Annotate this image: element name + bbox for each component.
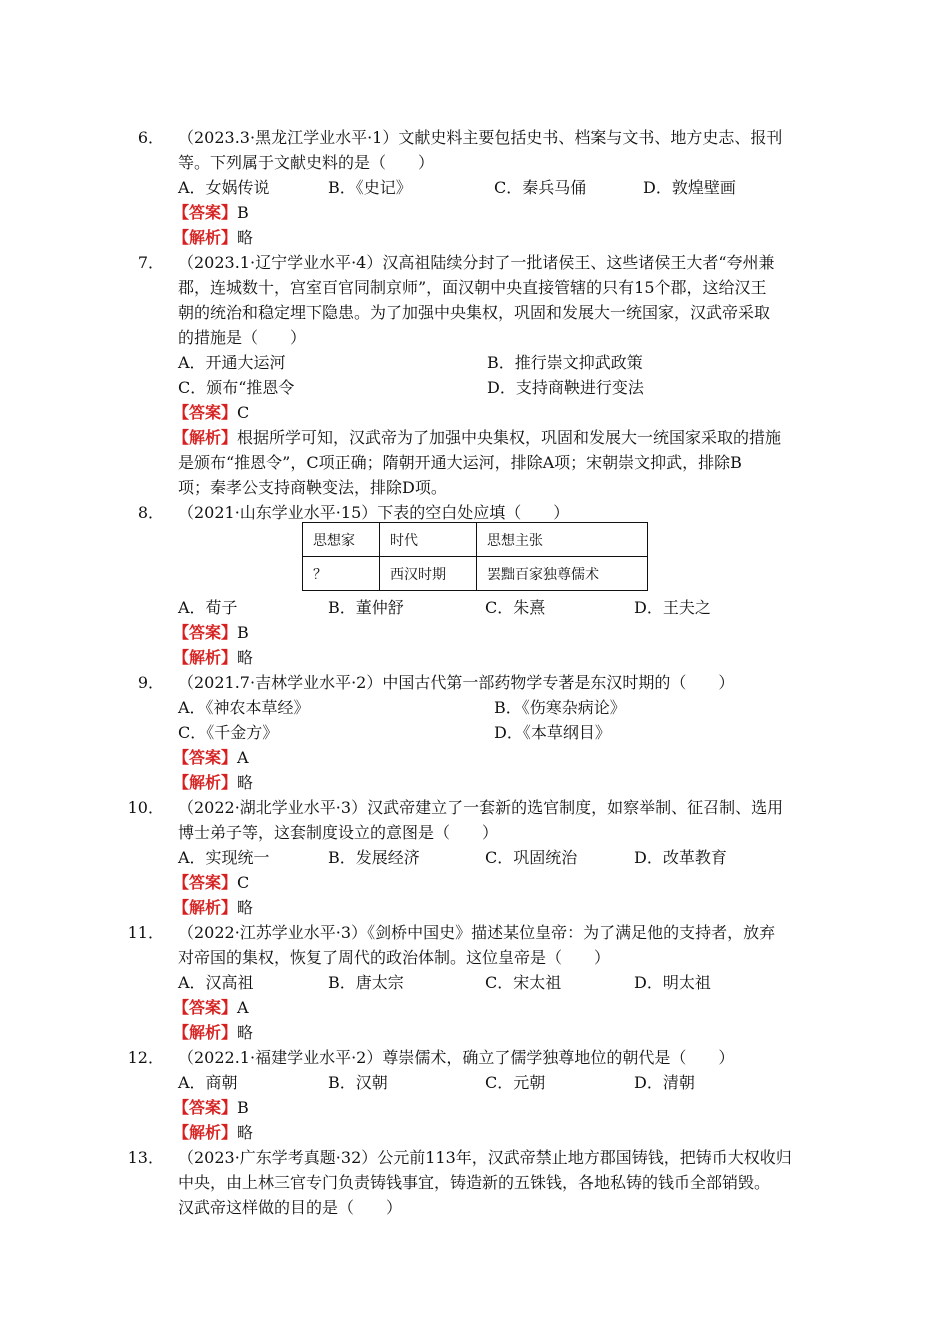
table-row bbox=[303, 557, 648, 591]
question-number: 11． bbox=[127, 923, 164, 942]
question-number: 9． bbox=[137, 673, 164, 692]
question-number: 8． bbox=[137, 503, 164, 522]
option-c: C．元朝 bbox=[485, 1073, 546, 1092]
question-text: 中央，由上林三官专门负责铸钱事宜，铸造新的五铢钱，各地私铸的钱币全部销毁。 bbox=[178, 1173, 771, 1192]
analysis-text: 略 bbox=[237, 898, 254, 917]
question-text: （2022·江苏学业水平·3）《剑桥中国史》描述某位皇帝：为了满足他的支持者，放弃 bbox=[178, 923, 776, 942]
analysis-text: 根据所学可知，汉武帝为了加强中央集权，巩固和发展大一统国家采取的措施 bbox=[237, 428, 782, 447]
question-text: 的措施是（ ） bbox=[178, 328, 307, 347]
question-number: 7． bbox=[137, 253, 164, 272]
option-b: B．董仲舒 bbox=[328, 598, 404, 617]
option-d: D．《本草纲目》 bbox=[494, 723, 611, 742]
table-cell: 时代 bbox=[380, 523, 477, 557]
question-text: （2023·广东学考真题·32）公元前113年，汉武帝禁止地方郡国铸钱，把铸币大权收归 bbox=[178, 1148, 792, 1167]
table-header-row bbox=[303, 523, 648, 557]
question-text: （2021·山东学业水平·15）下表的空白处应填（ ） bbox=[178, 503, 570, 522]
answer-label: 【答案】 bbox=[173, 998, 238, 1017]
question-text: 汉武帝这样做的目的是（ ） bbox=[178, 1198, 403, 1217]
option-a: A．开通大运河 bbox=[178, 353, 286, 372]
answer-value: B bbox=[237, 1098, 249, 1117]
option-c: C．朱熹 bbox=[485, 598, 546, 617]
table-cell: 思想家 bbox=[303, 523, 380, 557]
answer-row bbox=[173, 200, 249, 225]
option-a: A．实现统一 bbox=[178, 848, 270, 867]
question-text: 博士弟子等，这套制度设立的意图是（ ） bbox=[178, 823, 499, 842]
analysis-label: 【解析】 bbox=[173, 428, 238, 447]
option-c: C．巩固统治 bbox=[485, 848, 578, 867]
question-text: 等。下列属于文献史料的是（ ） bbox=[178, 153, 435, 172]
answer-value: C bbox=[237, 873, 250, 892]
thinker-table bbox=[302, 522, 648, 591]
question-text: （2022.1·福建学业水平·2）尊崇儒术，确立了儒学独尊地位的朝代是（ ） bbox=[178, 1048, 735, 1067]
question-text: （2021.7·吉林学业水平·2）中国古代第一部药物学专著是东汉时期的（ ） bbox=[178, 673, 735, 692]
option-d: D．明太祖 bbox=[634, 973, 711, 992]
analysis-text: 项；秦孝公支持商鞅变法，排除D项。 bbox=[178, 478, 447, 497]
analysis-text: 略 bbox=[237, 1123, 254, 1142]
option-b: B．推行崇文抑武政策 bbox=[487, 353, 643, 372]
analysis-row bbox=[173, 1120, 253, 1145]
question-number: 13． bbox=[127, 1148, 164, 1167]
answer-value: B bbox=[237, 203, 249, 222]
option-d: D．支持商鞅进行变法 bbox=[487, 378, 644, 397]
answer-row bbox=[173, 1095, 249, 1120]
option-b: B．唐太宗 bbox=[328, 973, 404, 992]
analysis-row bbox=[173, 225, 253, 250]
question-text: （2023.1·辽宁学业水平·4）汉高祖陆续分封了一批诸侯王、这些诸侯王大者“夸州兼 bbox=[178, 253, 775, 272]
analysis-label: 【解析】 bbox=[173, 648, 238, 667]
analysis-label: 【解析】 bbox=[173, 773, 238, 792]
analysis-text: 略 bbox=[237, 228, 254, 247]
option-c: C．《千金方》 bbox=[178, 723, 279, 742]
option-a: A．《神农本草经》 bbox=[178, 698, 310, 717]
option-d: D．改革教育 bbox=[634, 848, 727, 867]
answer-label: 【答案】 bbox=[173, 403, 238, 422]
analysis-row bbox=[173, 1020, 253, 1045]
option-a: A．商朝 bbox=[178, 1073, 238, 1092]
option-a: A．荀子 bbox=[178, 598, 238, 617]
answer-row bbox=[173, 745, 249, 770]
answer-row bbox=[173, 620, 249, 645]
option-d: D．清朝 bbox=[634, 1073, 695, 1092]
answer-label: 【答案】 bbox=[173, 1098, 238, 1117]
analysis-row bbox=[173, 425, 781, 450]
analysis-row bbox=[173, 645, 253, 670]
question-number: 10． bbox=[127, 798, 164, 817]
analysis-row bbox=[173, 770, 253, 795]
question-text: 朝的统治和稳定埋下隐患。为了加强中央集权，巩固和发展大一统国家，汉武帝采取 bbox=[178, 303, 771, 322]
option-a: A．女娲传说 bbox=[178, 178, 270, 197]
option-d: D．王夫之 bbox=[634, 598, 711, 617]
option-c: C．宋太祖 bbox=[485, 973, 562, 992]
question-text: （2022·湖北学业水平·3）汉武帝建立了一套新的选官制度，如察举制、征召制、选用 bbox=[178, 798, 784, 817]
analysis-text: 略 bbox=[237, 773, 254, 792]
question-number: 12． bbox=[127, 1048, 164, 1067]
option-b: B．《史记》 bbox=[328, 178, 412, 197]
analysis-label: 【解析】 bbox=[173, 898, 238, 917]
option-a: A．汉高祖 bbox=[178, 973, 254, 992]
answer-label: 【答案】 bbox=[173, 873, 238, 892]
option-b: B．汉朝 bbox=[328, 1073, 388, 1092]
answer-label: 【答案】 bbox=[173, 623, 238, 642]
option-c: C．颁布“推恩令 bbox=[178, 378, 295, 397]
question-text: 郡，连城数十，宫室百官同制京师”，面汉朝中央直接管辖的只有15个郡，这给汉王 bbox=[178, 278, 767, 297]
answer-label: 【答案】 bbox=[173, 748, 238, 767]
analysis-label: 【解析】 bbox=[173, 1023, 238, 1042]
option-c: C．秦兵马俑 bbox=[494, 178, 587, 197]
answer-row bbox=[173, 995, 249, 1020]
analysis-row bbox=[173, 895, 253, 920]
analysis-label: 【解析】 bbox=[173, 1123, 238, 1142]
answer-value: A bbox=[237, 748, 249, 767]
option-b: B．发展经济 bbox=[328, 848, 420, 867]
table-cell: 西汉时期 bbox=[380, 557, 477, 591]
question-text: 对帝国的集权，恢复了周代的政治体制。这位皇帝是（ ） bbox=[178, 948, 611, 967]
answer-value: C bbox=[237, 403, 250, 422]
answer-row bbox=[173, 400, 249, 425]
answer-value: B bbox=[237, 623, 249, 642]
analysis-text: 略 bbox=[237, 648, 254, 667]
question-number: 6． bbox=[137, 128, 164, 147]
table-cell: 思想主张 bbox=[477, 523, 648, 557]
answer-value: A bbox=[237, 998, 249, 1017]
answer-row bbox=[173, 870, 249, 895]
question-text: （2023.3·黑龙江学业水平·1）文献史料主要包括史书、档案与文书、地方史志、报刊 bbox=[178, 128, 783, 147]
analysis-text: 是颁布“推恩令”，C项正确；隋朝开通大运河，排除A项；宋朝崇文抑武，排除B bbox=[178, 453, 742, 472]
table-cell: 罢黜百家独尊儒术 bbox=[477, 557, 648, 591]
option-b: B．《伤寒杂病论》 bbox=[494, 698, 626, 717]
option-d: D．敦煌壁画 bbox=[643, 178, 736, 197]
analysis-label: 【解析】 bbox=[173, 228, 238, 247]
answer-label: 【答案】 bbox=[173, 203, 238, 222]
analysis-text: 略 bbox=[237, 1023, 254, 1042]
table-cell: ？ bbox=[303, 557, 380, 591]
